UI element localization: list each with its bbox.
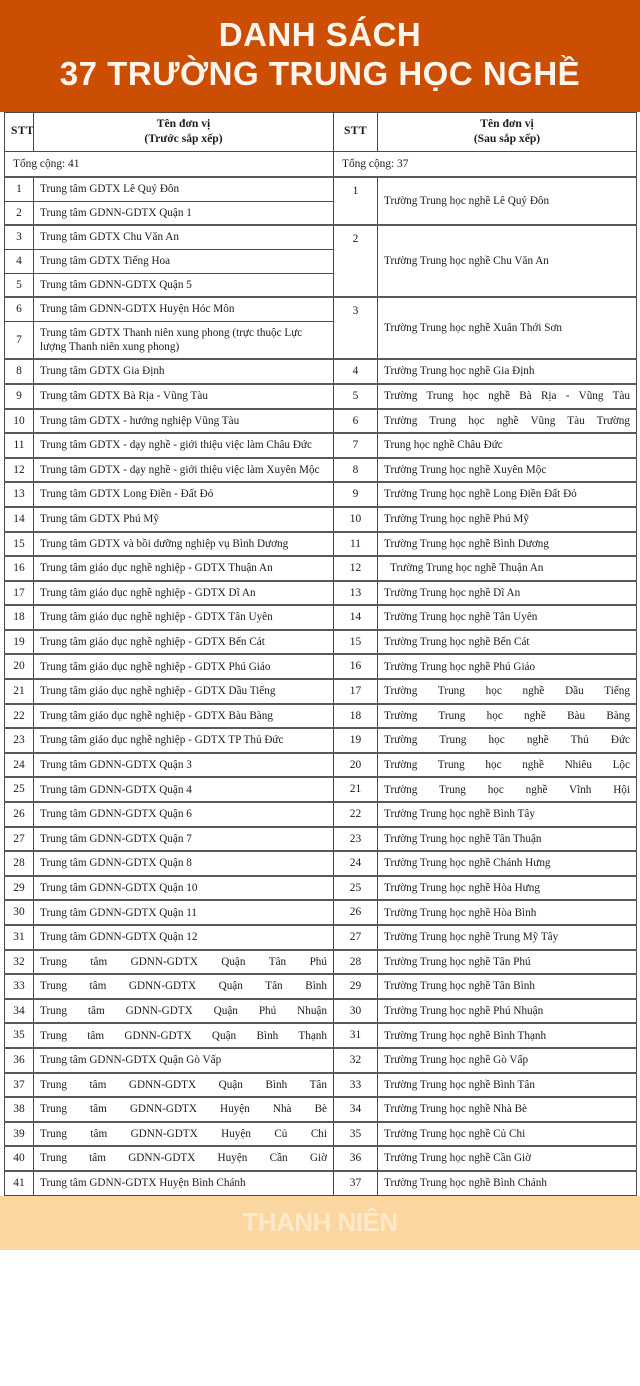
unit-name-before: Trung tâm GDTX và bồi dưỡng nghiệp vụ Bình Dương (34, 532, 334, 557)
row-number-before: 38 (5, 1097, 34, 1122)
unit-name-before: Trung tâm giáo dục nghề nghiệp - GDTX Thuận An (34, 556, 334, 581)
row-number-before: 15 (5, 532, 34, 557)
unit-name-after: Trường Trung học nghề Tân Uyên (378, 605, 637, 630)
row-number-before: 11 (5, 433, 34, 458)
table-row (5, 1146, 637, 1171)
unit-name-before: Trung tâm giáo dục nghề nghiệp - GDTX TP Thủ Đức (34, 728, 334, 753)
total-after: Tổng cộng: 37 (334, 151, 637, 177)
row-number-before: 8 (5, 359, 34, 384)
schools-table (4, 112, 637, 1196)
row-number-before: 27 (5, 827, 34, 852)
unit-name-before: Trung tâm giáo dục nghề nghiệp - GDTX Dĩ An (34, 581, 334, 606)
thanh-nien-watermark-logo: THANH NIÊN (242, 1207, 398, 1238)
row-number-before: 40 (5, 1146, 34, 1171)
table-row (5, 974, 637, 999)
row-number-before: 36 (5, 1048, 34, 1073)
unit-name-before: Trung tâm GDNN-GDTX Quận 1 (34, 201, 334, 225)
unit-name-after: Trường Trung học nghề Lê Quý Đôn (378, 177, 637, 225)
row-number-before: 1 (5, 177, 34, 201)
row-number-before: 28 (5, 851, 34, 876)
unit-name-after: Trường Trung học nghề Nhiêu Lộc (378, 753, 637, 778)
footer-bar (0, 1196, 640, 1250)
unit-name-before: Trung tâm GDNN-GDTX Quận 8 (34, 851, 334, 876)
unit-name-before: Trung tâm giáo dục nghề nghiệp - GDTX Dầu Tiếng (34, 679, 334, 704)
unit-name-after: Trường Trung học nghề Phú Giáo (378, 654, 637, 679)
row-number-after: 17 (334, 679, 378, 704)
row-number-after: 1 (334, 177, 378, 225)
row-number-after: 20 (334, 753, 378, 778)
row-number-before: 33 (5, 974, 34, 999)
table-row (5, 297, 637, 321)
row-number-before: 19 (5, 630, 34, 655)
unit-name-after: Trường Trung học nghề Bình Dương (378, 532, 637, 557)
unit-name-after: Trường Trung học nghề Bình Tây (378, 802, 637, 827)
table-row (5, 827, 637, 852)
table-body (5, 151, 637, 1195)
unit-name-after: Trường Trung học nghề Xuân Thới Sơn (378, 297, 637, 359)
unit-name-before: Trung tâm GDNN-GDTX Huyện Bình Chánh (34, 1171, 334, 1195)
unit-name-before: Trung tâm GDTX Tiếng Hoa (34, 249, 334, 273)
row-number-before: 10 (5, 409, 34, 434)
row-number-after: 35 (334, 1122, 378, 1147)
row-number-before: 9 (5, 384, 34, 409)
row-number-after: 8 (334, 458, 378, 483)
row-number-before: 5 (5, 273, 34, 297)
row-number-before: 32 (5, 950, 34, 975)
table-row (5, 704, 637, 729)
column-header-name-before-sub: (Trước sắp xếp) (144, 131, 223, 145)
unit-name-after: Trường Trung học nghề Long Điền Đất Đỏ (378, 482, 637, 507)
unit-name-before: Trung tâm GDTX Phú Mỹ (34, 507, 334, 532)
unit-name-before: Trung tâm giáo dục nghề nghiệp - GDTX Bàu Bàng (34, 704, 334, 729)
row-number-after: 15 (334, 630, 378, 655)
row-number-after: 26 (334, 900, 378, 925)
row-number-before: 13 (5, 482, 34, 507)
unit-name-after: Trường Trung học nghề Thuận An (378, 556, 637, 581)
unit-name-before: Trung tâm GDTX Gia Định (34, 359, 334, 384)
unit-name-after: Trường Trung học nghề Bình Tân (378, 1073, 637, 1098)
row-number-after: 14 (334, 605, 378, 630)
unit-name-after: Trường Trung học nghề Chu Văn An (378, 225, 637, 297)
unit-name-before: Trung tâm GDNN-GDTX Quận 4 (34, 777, 334, 802)
table-row (5, 728, 637, 753)
row-number-after: 5 (334, 384, 378, 409)
unit-name-after: Trường Trung học nghề Dĩ An (378, 581, 637, 606)
table-row (5, 384, 637, 409)
row-number-after: 3 (334, 297, 378, 359)
unit-name-before: Trung tâm GDNN-GDTX Quận 3 (34, 753, 334, 778)
row-number-before: 29 (5, 876, 34, 901)
unit-name-after: Trường Trung học nghề Phú Mỹ (378, 507, 637, 532)
table-row (5, 679, 637, 704)
row-number-before: 41 (5, 1171, 34, 1195)
unit-name-after: Trường Trung học nghề Chánh Hưng (378, 851, 637, 876)
table-row (5, 777, 637, 802)
row-number-before: 39 (5, 1122, 34, 1147)
row-number-after: 10 (334, 507, 378, 532)
row-number-after: 34 (334, 1097, 378, 1122)
row-number-after: 12 (334, 556, 378, 581)
table-container (0, 112, 640, 1196)
unit-name-after: Trường Trung học nghề Bình Thạnh (378, 1023, 637, 1048)
row-number-after: 23 (334, 827, 378, 852)
table-row (5, 458, 637, 483)
table-row (5, 1048, 637, 1073)
table-row (5, 581, 637, 606)
row-number-before: 25 (5, 777, 34, 802)
unit-name-before: Trung tâm GDNN-GDTX Quận Tân Bình (34, 974, 334, 999)
unit-name-after: Trường Trung học nghề Tân Bình (378, 974, 637, 999)
total-before: Tổng cộng: 41 (5, 151, 334, 177)
column-header-stt-after: STT (334, 112, 378, 151)
row-number-after: 25 (334, 876, 378, 901)
unit-name-after: Trung học nghề Châu Đức (378, 433, 637, 458)
column-header-stt-before: STT (5, 112, 34, 151)
row-number-before: 34 (5, 999, 34, 1024)
row-number-after: 22 (334, 802, 378, 827)
row-number-before: 24 (5, 753, 34, 778)
table-row (5, 409, 637, 434)
table-row (5, 630, 637, 655)
row-number-before: 18 (5, 605, 34, 630)
column-header-name-after-sub: (Sau sắp xếp) (473, 131, 541, 145)
row-number-before: 3 (5, 225, 34, 249)
table-row (5, 177, 637, 201)
unit-name-after: Trường Trung học nghề Phú Nhuận (378, 999, 637, 1024)
unit-name-before: Trung tâm GDNN-GDTX Quận Tân Phú (34, 950, 334, 975)
unit-name-after: Trường Trung học nghề Gia Định (378, 359, 637, 384)
table-row (5, 900, 637, 925)
row-number-before: 23 (5, 728, 34, 753)
unit-name-before: Trung tâm giáo dục nghề nghiệp - GDTX Bến Cát (34, 630, 334, 655)
column-header-name-after (378, 112, 637, 151)
row-number-after: 29 (334, 974, 378, 999)
row-number-before: 35 (5, 1023, 34, 1048)
row-number-after: 11 (334, 532, 378, 557)
row-number-before: 12 (5, 458, 34, 483)
row-number-after: 36 (334, 1146, 378, 1171)
unit-name-after: Trường Trung học nghề Tân Phú (378, 950, 637, 975)
unit-name-after: Trường Trung học nghề Bà Rịa - Vũng Tàu (378, 384, 637, 409)
table-row (5, 802, 637, 827)
column-header-name-before-main: Tên đơn vị (156, 116, 211, 130)
unit-name-after: Trường Trung học nghề Hòa Bình (378, 900, 637, 925)
unit-name-after: Trường Trung học nghề Trung Mỹ Tây (378, 925, 637, 950)
unit-name-after: Trường Trung học nghề Gò Vấp (378, 1048, 637, 1073)
row-number-before: 2 (5, 201, 34, 225)
header-row (5, 112, 637, 151)
unit-name-before: Trung tâm GDNN-GDTX Quận 12 (34, 925, 334, 950)
unit-name-before: Trung tâm GDNN-GDTX Quận 7 (34, 827, 334, 852)
row-number-after: 27 (334, 925, 378, 950)
table-head (5, 112, 637, 151)
table-row (5, 851, 637, 876)
row-number-after: 31 (334, 1023, 378, 1048)
table-row (5, 1023, 637, 1048)
table-row (5, 999, 637, 1024)
unit-name-before: Trung tâm GDTX Thanh niên xung phong (trực thuộc Lực lượng Thanh niên xung phong) (34, 321, 334, 359)
unit-name-before: Trung tâm GDTX - dạy nghề - giới thiệu việc làm Xuyên Mộc (34, 458, 334, 483)
row-number-before: 6 (5, 297, 34, 321)
unit-name-before: Trung tâm GDNN-GDTX Huyện Hóc Môn (34, 297, 334, 321)
table-row (5, 507, 637, 532)
table-row (5, 605, 637, 630)
unit-name-before: Trung tâm GDNN-GDTX Quận Phú Nhuận (34, 999, 334, 1024)
unit-name-after: Trường Trung học nghề Thủ Đức (378, 728, 637, 753)
row-number-before: 31 (5, 925, 34, 950)
table-row (5, 876, 637, 901)
row-number-after: 9 (334, 482, 378, 507)
unit-name-before: Trung tâm GDNN-GDTX Quận Bình Tân (34, 1073, 334, 1098)
unit-name-after: Trường Trung học nghề Dầu Tiếng (378, 679, 637, 704)
row-number-after: 32 (334, 1048, 378, 1073)
row-number-after: 2 (334, 225, 378, 297)
table-row (5, 1122, 637, 1147)
unit-name-after: Trường Trung học nghề Vĩnh Hội (378, 777, 637, 802)
row-number-after: 30 (334, 999, 378, 1024)
unit-name-before: Trung tâm giáo dục nghề nghiệp - GDTX Phú Giáo (34, 654, 334, 679)
unit-name-before: Trung tâm GDNN-GDTX Quận 5 (34, 273, 334, 297)
table-row (5, 225, 637, 249)
row-number-after: 24 (334, 851, 378, 876)
row-number-after: 19 (334, 728, 378, 753)
row-number-after: 33 (334, 1073, 378, 1098)
table-row (5, 1073, 637, 1098)
table-row (5, 482, 637, 507)
column-header-name-before (34, 112, 334, 151)
unit-name-before: Trung tâm GDNN-GDTX Huyện Nhà Bè (34, 1097, 334, 1122)
totals-row (5, 151, 637, 177)
unit-name-before: Trung tâm GDNN-GDTX Huyện Củ Chi (34, 1122, 334, 1147)
unit-name-before: Trung tâm GDNN-GDTX Quận 10 (34, 876, 334, 901)
unit-name-before: Trung tâm giáo dục nghề nghiệp - GDTX Tân Uyên (34, 605, 334, 630)
header-banner (0, 0, 640, 112)
unit-name-after: Trường Trung học nghề Cần Giờ (378, 1146, 637, 1171)
table-row (5, 1097, 637, 1122)
unit-name-before: Trung tâm GDNN-GDTX Quận Gò Vấp (34, 1048, 334, 1073)
row-number-after: 18 (334, 704, 378, 729)
unit-name-after: Trường Trung học nghề Xuyên Mộc (378, 458, 637, 483)
row-number-before: 22 (5, 704, 34, 729)
unit-name-after: Trường Trung học nghề Bàu Bàng (378, 704, 637, 729)
table-row (5, 753, 637, 778)
row-number-before: 14 (5, 507, 34, 532)
row-number-before: 7 (5, 321, 34, 359)
row-number-after: 4 (334, 359, 378, 384)
banner-title-line-1: DANH SÁCH (218, 16, 422, 53)
row-number-before: 30 (5, 900, 34, 925)
row-number-before: 17 (5, 581, 34, 606)
row-number-after: 6 (334, 409, 378, 434)
table-row (5, 556, 637, 581)
unit-name-before: Trung tâm GDTX Long Điền - Đất Đỏ (34, 482, 334, 507)
unit-name-before: Trung tâm GDTX Chu Văn An (34, 225, 334, 249)
row-number-after: 13 (334, 581, 378, 606)
table-row (5, 925, 637, 950)
row-number-before: 4 (5, 249, 34, 273)
unit-name-before: Trung tâm GDTX Lê Quý Đôn (34, 177, 334, 201)
unit-name-after: Trường Trung học nghề Bình Chánh (378, 1171, 637, 1195)
unit-name-before: Trung tâm GDNN-GDTX Quận 11 (34, 900, 334, 925)
unit-name-after: Trường Trung học nghề Hòa Hưng (378, 876, 637, 901)
unit-name-before: Trung tâm GDTX Bà Rịa - Vũng Tàu (34, 384, 334, 409)
unit-name-before: Trung tâm GDNN-GDTX Huyện Cần Giờ (34, 1146, 334, 1171)
table-row (5, 532, 637, 557)
row-number-before: 20 (5, 654, 34, 679)
unit-name-after: Trường Trung học nghề Vũng Tàu Trường (378, 409, 637, 434)
table-row (5, 433, 637, 458)
table-row (5, 950, 637, 975)
row-number-before: 37 (5, 1073, 34, 1098)
unit-name-after: Trường Trung học nghề Nhà Bè (378, 1097, 637, 1122)
unit-name-after: Trường Trung học nghề Củ Chi (378, 1122, 637, 1147)
unit-name-before: Trung tâm GDNN-GDTX Quận Bình Thạnh (34, 1023, 334, 1048)
row-number-before: 26 (5, 802, 34, 827)
unit-name-after: Trường Trung học nghề Bến Cát (378, 630, 637, 655)
table-row (5, 654, 637, 679)
row-number-after: 21 (334, 777, 378, 802)
unit-name-after: Trường Trung học nghề Tân Thuận (378, 827, 637, 852)
table-row (5, 1171, 637, 1195)
row-number-after: 16 (334, 654, 378, 679)
column-header-name-after-main: Tên đơn vị (480, 116, 534, 130)
unit-name-before: Trung tâm GDTX - hướng nghiệp Vũng Tàu (34, 409, 334, 434)
unit-name-before: Trung tâm GDNN-GDTX Quận 6 (34, 802, 334, 827)
row-number-after: 37 (334, 1171, 378, 1195)
row-number-after: 28 (334, 950, 378, 975)
row-number-after: 7 (334, 433, 378, 458)
table-row (5, 359, 637, 384)
unit-name-before: Trung tâm GDTX - dạy nghề - giới thiệu việc làm Châu Đức (34, 433, 334, 458)
banner-title-line-2: 37 TRƯỜNG TRUNG HỌC NGHỀ (59, 54, 581, 92)
row-number-before: 21 (5, 679, 34, 704)
row-number-before: 16 (5, 556, 34, 581)
